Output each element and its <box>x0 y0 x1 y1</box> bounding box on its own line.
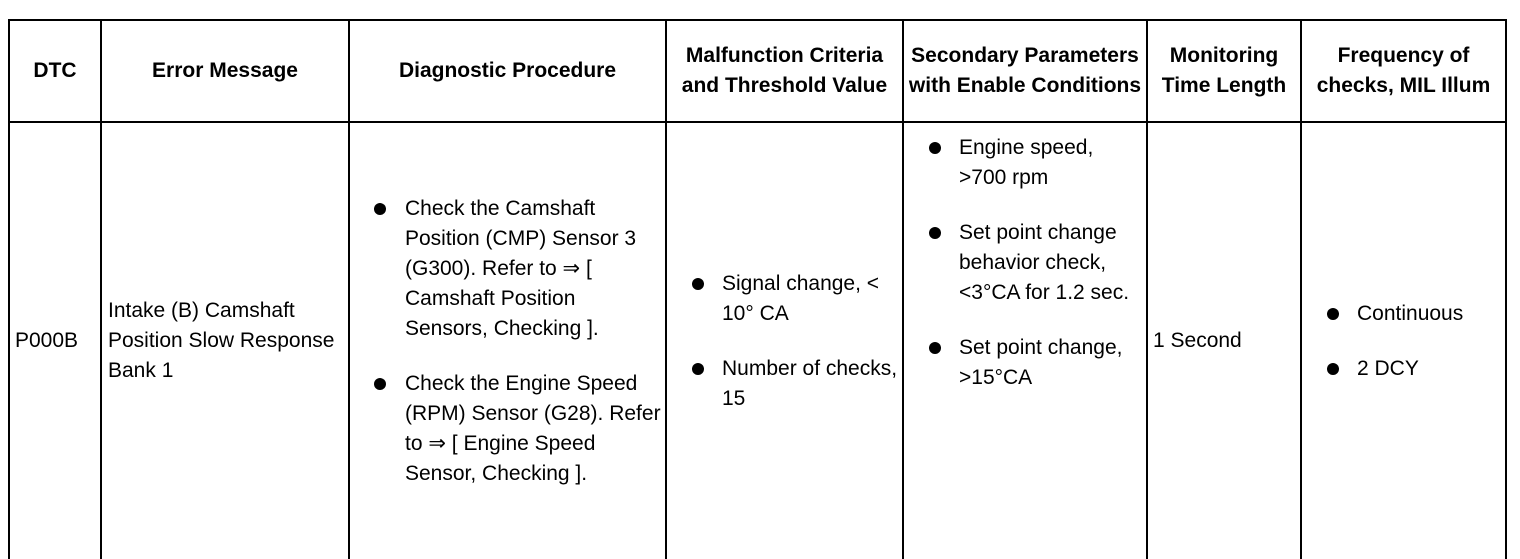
bullet-icon <box>929 142 941 154</box>
diagnostic-procedure-list <box>350 194 665 489</box>
frequency-item: Continuous <box>1357 301 1464 325</box>
header-secondary-parameters: Secondary Parameters with Enable Conditions <box>903 20 1147 122</box>
procedure-step: Check the Engine Speed (RPM) Sensor (G28). Refer to ⇒ [ Engine Speed Sensor, Checking ]. <box>405 371 661 485</box>
criteria-item: Number of checks, 15 <box>722 356 898 410</box>
parameter-item: Set point change, >15°CA <box>959 336 1123 389</box>
bullet-icon <box>692 363 704 375</box>
header-row <box>9 20 1506 122</box>
list-item <box>904 218 1146 308</box>
list-item <box>667 354 902 414</box>
parameter-item: Set point change behavior check, <3°CA for 1.2 sec. <box>959 221 1130 304</box>
header-malfunction-criteria: Malfunction Criteria and Threshold Value <box>666 20 903 122</box>
criteria-item: Signal change, < 10° CA <box>722 271 880 325</box>
list-item <box>350 194 665 344</box>
list-item <box>350 369 665 489</box>
malfunction-criteria-cell <box>666 122 903 559</box>
header-error-message: Error Message <box>101 20 349 122</box>
procedure-step: Check the Camshaft Position (CMP) Sensor 3 (G300). Refer to ⇒ [ Camshaft Position Sensors, Checking ]. <box>405 196 637 340</box>
bullet-icon <box>374 203 386 215</box>
header-frequency: Frequency of checks, MIL Illum <box>1301 20 1506 122</box>
secondary-parameters-list <box>904 133 1146 393</box>
bullet-icon <box>1327 308 1339 320</box>
bullet-icon <box>692 278 704 290</box>
monitoring-time: 1 Second <box>1147 122 1301 559</box>
secondary-parameters-cell <box>903 122 1147 559</box>
diagnostic-procedure-cell <box>349 122 666 559</box>
list-item <box>667 269 902 329</box>
list-item <box>1302 299 1505 329</box>
header-dtc: DTC <box>9 20 101 122</box>
parameter-item: Engine speed, >700 rpm <box>959 136 1094 189</box>
malfunction-criteria-list <box>667 269 902 414</box>
dtc-table <box>8 19 1507 559</box>
bullet-icon <box>1327 363 1339 375</box>
list-item <box>1302 354 1505 384</box>
dtc-code: P000B <box>9 122 101 559</box>
bullet-icon <box>929 227 941 239</box>
table-header <box>9 20 1506 122</box>
header-diagnostic-procedure: Diagnostic Procedure <box>349 20 666 122</box>
header-monitoring-time: Monitoring Time Length <box>1147 20 1301 122</box>
frequency-cell <box>1301 122 1506 559</box>
error-message: Intake (B) Camshaft Position Slow Response Bank 1 <box>101 122 349 559</box>
bullet-icon <box>374 378 386 390</box>
bullet-icon <box>929 342 941 354</box>
frequency-list <box>1302 299 1505 384</box>
table-row <box>9 122 1506 559</box>
frequency-item: 2 DCY <box>1357 356 1419 380</box>
list-item <box>904 333 1146 393</box>
list-item <box>904 133 1146 193</box>
